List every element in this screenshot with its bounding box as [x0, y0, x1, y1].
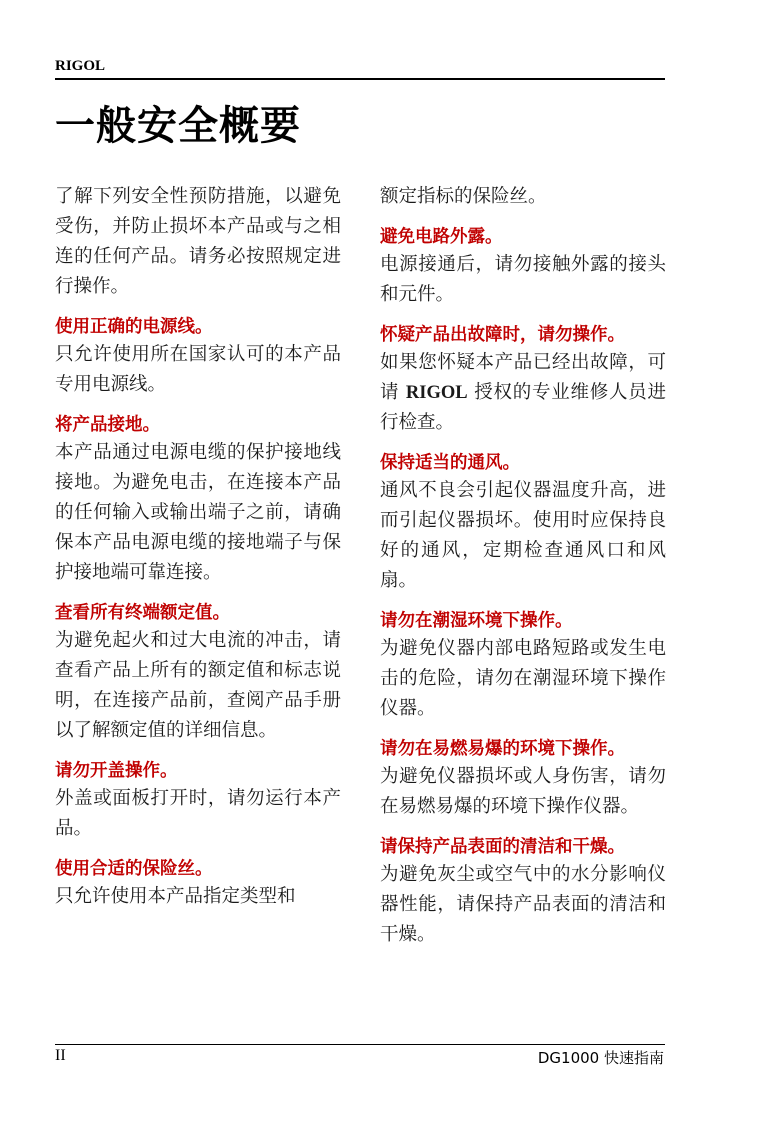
body-text: 如果您怀疑本产品已经出故障，可请	[380, 352, 666, 403]
document-title: DG1000 快速指南	[537, 1049, 664, 1067]
section-heading: 使用正确的电源线。	[55, 317, 213, 337]
section-ratings	[55, 600, 341, 746]
footer-rule	[55, 1044, 665, 1045]
brand-mention: RIGOL	[405, 383, 468, 403]
section-suspected-failure	[380, 322, 666, 438]
section-body: 本产品通过电源电缆的保护接地线接地。为避免电击，在连接本产品的任何输入或输出端子之前，请确保本产品电源电缆的接地端子与保护接地端可靠连接。	[55, 442, 341, 583]
intro-paragraph: 了解下列安全性预防措施，以避免受伤，并防止损坏本产品或与之相连的任何产品。请务必按照规定进行操作。	[55, 186, 341, 297]
section-power-cord	[55, 314, 341, 400]
section-explosive	[380, 736, 666, 822]
section-heading: 将产品接地。	[55, 415, 160, 435]
section-cover	[55, 758, 341, 844]
section-body: 为避免灰尘或空气中的水分影响仪器性能，请保持产品表面的清洁和干燥。	[380, 864, 666, 945]
section-body: 外盖或面板打开时，请勿运行本产品。	[55, 788, 341, 839]
section-body: 只允许使用所在国家认可的本产品专用电源线。	[55, 344, 341, 395]
section-body: 为避免仪器内部电路短路或发生电击的危险，请勿在潮湿环境下操作仪器。	[380, 638, 666, 719]
page-title: 一般安全概要	[55, 103, 301, 149]
brand-logo: RIGOL	[55, 58, 106, 74]
section-grounding	[55, 412, 341, 588]
section-heading: 怀疑产品出故障时，请勿操作。	[380, 325, 625, 345]
section-body: 为避免仪器损坏或人身伤害，请勿在易燃易爆的环境下操作仪器。	[380, 766, 666, 817]
section-heading: 使用合适的保险丝。	[55, 859, 213, 879]
section-heading: 请勿在易燃易爆的环境下操作。	[380, 739, 625, 759]
left-column	[55, 182, 341, 912]
section-fuse	[55, 856, 341, 912]
fuse-continuation: 额定指标的保险丝。	[380, 186, 547, 207]
section-clean-dry	[380, 834, 666, 950]
section-heading: 查看所有终端额定值。	[55, 603, 230, 623]
section-humidity	[380, 608, 666, 724]
body-text: 授权的专业维修人员进行检查。	[380, 382, 666, 433]
section-heading: 请保持产品表面的清洁和干燥。	[380, 837, 625, 857]
right-column	[380, 182, 666, 950]
section-body: 通风不良会引起仪器温度升高，进而引起仪器损坏。使用时应保持良好的通风，定期检查通风口和风扇。	[380, 480, 666, 591]
header-rule	[55, 78, 665, 80]
page-number: II	[55, 1047, 66, 1064]
section-body	[380, 348, 666, 438]
section-heading: 请勿开盖操作。	[55, 761, 178, 781]
section-exposed-circuit	[380, 224, 666, 310]
section-heading: 请勿在潮湿环境下操作。	[380, 611, 573, 631]
section-body: 为避免起火和过大电流的冲击，请查看产品上所有的额定值和标志说明，在连接产品前，查阅产品手册以了解额定值的详细信息。	[55, 630, 341, 741]
section-body: 电源接通后，请勿接触外露的接头和元件。	[380, 254, 666, 305]
section-ventilation	[380, 450, 666, 596]
section-heading: 保持适当的通风。	[380, 453, 520, 473]
section-body: 只允许使用本产品指定类型和	[55, 886, 296, 907]
section-heading: 避免电路外露。	[380, 227, 503, 247]
